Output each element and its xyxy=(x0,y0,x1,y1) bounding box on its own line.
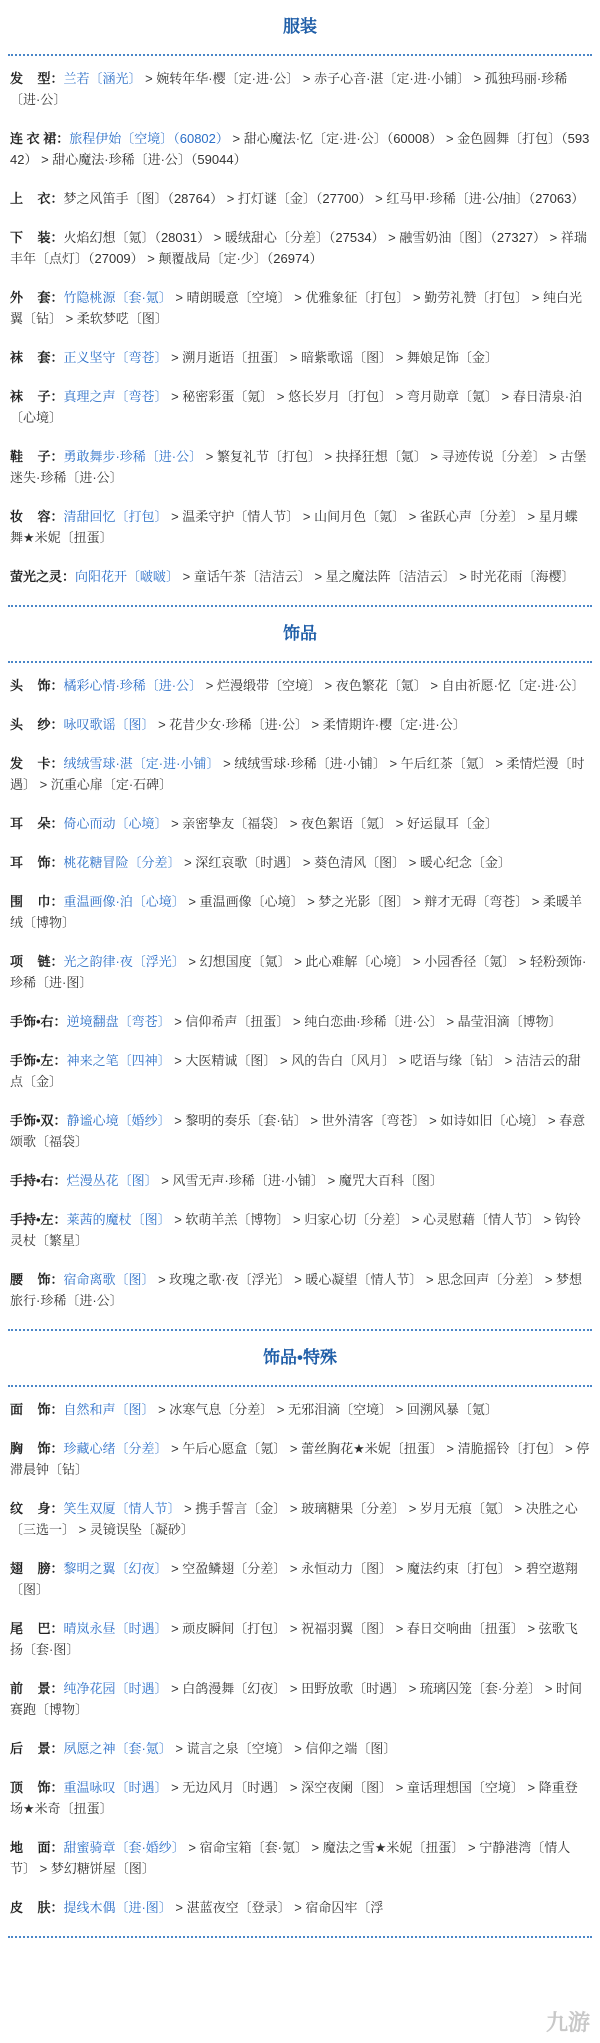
ranking-text: > 烂漫缎带〔空境〕 > 夜色繁花〔氪〕 > 自由祈愿·忆〔定·进·公〕 xyxy=(202,678,585,693)
top-item-link[interactable]: 勇敢舞步·珍稀〔进·公〕 xyxy=(63,449,203,464)
section-title: 饰品 xyxy=(283,624,317,643)
top-item-link[interactable]: 静谧心境〔婚纱〕 xyxy=(66,1113,171,1128)
list-item xyxy=(8,339,592,378)
ranking-text: > 空盈鳞翅〔分差〕 > 永恒动力〔图〕 > 魔法约束〔打包〕 > 碧空遨翔〔图〕 xyxy=(10,1561,578,1597)
list-item xyxy=(8,1730,592,1769)
slot-label: 项 链： xyxy=(10,954,64,969)
slot-label: 上 衣： xyxy=(10,191,64,206)
slot-label: 尾 巴： xyxy=(10,1621,64,1636)
top-item-link[interactable]: 珍藏心绪〔分差〕 xyxy=(63,1441,168,1456)
top-item-link[interactable]: 纯净花园〔时遇〕 xyxy=(63,1681,168,1696)
ranking-text: > 携手誓言〔金〕 > 玻璃糖果〔分差〕 > 岁月无痕〔氪〕 > 决胜之心〔三选一〕 > 灵镜误坠〔凝砂〕 xyxy=(10,1501,578,1537)
ranking-text: > 甜心魔法·忆〔定·进·公〕（60008） > 金色圆舞〔打包〕（59342） > 甜心魔法·珍稀〔进·公〕（59044） xyxy=(10,131,590,167)
list-item xyxy=(8,805,592,844)
slot-label: 围 巾： xyxy=(10,894,64,909)
ranking-text: > 秘密彩蛋〔氪〕 > 悠长岁月〔打包〕 > 弯月勋章〔氪〕 > 春日清泉·泊〔心境〕 xyxy=(10,389,583,425)
slot-label: 耳 朵： xyxy=(10,816,64,831)
list-item xyxy=(8,60,592,120)
ranking-text: 梦之风笛手〔图〕（28764） > 打灯谜〔金〕（27700） > 红马甲·珍稀〔进·公/抽〕（27063） xyxy=(63,191,585,206)
dotted-divider xyxy=(8,1936,592,1938)
ranking-text: > 湛蓝夜空〔登录〕 > 宿命囚牢〔浮 xyxy=(171,1900,384,1915)
ranking-text: > 花昔少女·珍稀〔进·公〕 > 柔情期许·樱〔定·进·公〕 xyxy=(154,717,466,732)
list-item xyxy=(8,219,592,279)
watermark-logo: 九游 xyxy=(545,2010,590,2035)
top-item-link[interactable]: 重温画像·泊〔心境〕 xyxy=(63,894,185,909)
list-item xyxy=(8,883,592,943)
slot-label: 地 面： xyxy=(10,1840,64,1855)
slot-label: 腰 饰： xyxy=(10,1272,64,1287)
ranking-text: > 白鸽漫舞〔幻夜〕 > 田野放歌〔时遇〕 > 琉璃囚笼〔套·分差〕 > 时间赛跑〔博物〕 xyxy=(10,1681,583,1717)
top-item-link[interactable]: 提线木偶〔进·图〕 xyxy=(63,1900,172,1915)
ranking-text: > 冰寒气息〔分差〕 > 无邪泪滴〔空境〕 > 回溯风暴〔氪〕 xyxy=(154,1402,498,1417)
ranking-text: > 大医精诚〔图〕 > 风的告白〔风月〕 > 呓语与缘〔钻〕 > 洁洁云的甜点〔金〕 xyxy=(10,1053,581,1089)
list-item xyxy=(8,943,592,1003)
ranking-text: > 黎明的奏乐〔套·钻〕 > 世外清客〔弯苍〕 > 如诗如旧〔心境〕 > 春意颂歌〔福袋〕 xyxy=(10,1113,586,1149)
list-item xyxy=(8,558,592,597)
slot-label: 手饰•右： xyxy=(10,1014,67,1029)
top-item-link[interactable]: 莱茜的魔杖〔图〕 xyxy=(66,1212,171,1227)
slot-label: 手持•左： xyxy=(10,1212,67,1227)
top-item-link[interactable]: 兰若〔涵光〕 xyxy=(63,71,142,86)
entry-list xyxy=(8,663,592,1329)
slot-label: 面 饰： xyxy=(10,1402,64,1417)
ranking-text: > 温柔守护〔情人节〕 > 山间月色〔氪〕 > 雀跃心声〔分差〕 > 星月蝶舞★米妮〔扭蛋〕 xyxy=(10,509,578,545)
top-item-link[interactable]: 光之韵律·夜〔浮光〕 xyxy=(63,954,185,969)
slot-label: 鞋 子： xyxy=(10,449,64,464)
top-item-link[interactable]: 笑生双厦〔情人节〕 xyxy=(63,1501,181,1516)
top-item-link[interactable]: 晴岚永昼〔时遇〕 xyxy=(63,1621,168,1636)
top-item-link[interactable]: 夙愿之神〔套·氪〕 xyxy=(63,1741,172,1756)
entry-list xyxy=(8,1387,592,1936)
list-item xyxy=(8,745,592,805)
slot-label: 纹 身： xyxy=(10,1501,64,1516)
slot-label: 发 型： xyxy=(10,71,64,86)
list-item xyxy=(8,1490,592,1550)
top-item-link[interactable]: 清甜回忆〔打包〕 xyxy=(63,509,168,524)
list-item xyxy=(8,120,592,180)
top-item-link[interactable]: 黎明之翼〔幻夜〕 xyxy=(63,1561,168,1576)
ranking-text: > 信仰希声〔扭蛋〕 > 纯白恋曲·珍稀〔进·公〕 > 晶莹泪滴〔博物〕 xyxy=(170,1014,562,1029)
top-item-link[interactable]: 重温咏叹〔时遇〕 xyxy=(63,1780,168,1795)
top-item-link[interactable]: 正义坚守〔弯苍〕 xyxy=(63,350,168,365)
ranking-text: > 玫瑰之歌·夜〔浮光〕 > 暖心凝望〔情人节〕 > 思念回声〔分差〕 > 梦想旅行·珍稀〔进·公〕 xyxy=(10,1272,583,1308)
ranking-text: > 绒绒雪球·珍稀〔进·小铺〕 > 午后红茶〔氪〕 > 柔情烂漫〔时遇〕 > 沉重心扉〔定·石碑〕 xyxy=(10,756,585,792)
ranking-text: > 软萌羊羔〔博物〕 > 归家心切〔分差〕 > 心灵慰藉〔情人节〕 > 钩铃灵杖〔繁星〕 xyxy=(10,1212,581,1248)
slot-label: 胸 饰： xyxy=(10,1441,64,1456)
top-item-link[interactable]: 烂漫丛花〔图〕 xyxy=(66,1173,158,1188)
slot-label: 前 景： xyxy=(10,1681,64,1696)
ranking-text: > 溯月逝语〔扭蛋〕 > 暗紫歌谣〔图〕 > 舞娘足饰〔金〕 xyxy=(167,350,498,365)
top-item-link[interactable]: 向阳花开〔啵啵〕 xyxy=(75,569,180,584)
top-item-link[interactable]: 真理之声〔弯苍〕 xyxy=(63,389,168,404)
list-item xyxy=(8,378,592,438)
slot-label: 连 衣 裙： xyxy=(10,131,70,146)
top-item-link[interactable]: 旅程伊始〔空境〕（60802） xyxy=(69,131,229,146)
top-item-link[interactable]: 宿命离歌〔图〕 xyxy=(63,1272,155,1287)
list-item xyxy=(8,1201,592,1261)
list-item xyxy=(8,1162,592,1201)
slot-label: 发 卡： xyxy=(10,756,64,771)
list-item xyxy=(8,1610,592,1670)
list-item xyxy=(8,279,592,339)
slot-label: 头 纱： xyxy=(10,717,64,732)
top-item-link[interactable]: 神来之笔〔四神〕 xyxy=(66,1053,171,1068)
list-item xyxy=(8,706,592,745)
ranking-text: > 午后心愿盒〔氪〕 > 蕾丝胸花★米妮〔扭蛋〕 > 清脆摇铃〔打包〕 > 停滞晨钟〔钻〕 xyxy=(10,1441,590,1477)
ranking-text: > 深红哀歌〔时遇〕 > 葵色清风〔图〕 > 暖心纪念〔金〕 xyxy=(180,855,511,870)
ranking-text: > 晴朗暖意〔空境〕 > 优雅象征〔打包〕 > 勤劳礼赞〔打包〕 > 纯白光翼〔钻〕 > 柔软梦呓〔图〕 xyxy=(10,290,583,326)
list-item xyxy=(8,498,592,558)
list-item xyxy=(8,438,592,498)
list-item xyxy=(8,180,592,219)
slot-label: 袜 子： xyxy=(10,389,64,404)
ranking-text: 火焰幻想〔氪〕（28031） > 暖绒甜心〔分差〕（27534） > 融雪奶油〔图〕（27327） > 祥瑞丰年〔点灯〕（27009） > 颠覆战局〔定·少〕（26974） xyxy=(10,230,587,266)
ranking-text: > 亲密挚友〔福袋〕 > 夜色絮语〔氪〕 > 好运鼠耳〔金〕 xyxy=(167,816,498,831)
list-item xyxy=(8,667,592,706)
list-item xyxy=(8,1042,592,1102)
top-item-link[interactable]: 逆境翻盘〔弯苍〕 xyxy=(66,1014,171,1029)
ranking-text: > 宿命宝箱〔套·氪〕 > 魔法之雪★米妮〔扭蛋〕 > 宁静港湾〔情人节〕 > 梦幻糖饼屋〔图〕 xyxy=(10,1840,571,1876)
top-item-link[interactable]: 绒绒雪球·湛〔定·进·小铺〕 xyxy=(63,756,220,771)
slot-label: 手饰•双： xyxy=(10,1113,67,1128)
ranking-text: > 繁复礼节〔打包〕 > 抉择狂想〔氪〕 > 寻迹传说〔分差〕 > 古堡迷失·珍稀〔进·公〕 xyxy=(10,449,587,485)
list-item xyxy=(8,1829,592,1889)
list-item xyxy=(8,1261,592,1321)
ranking-text: > 无边风月〔时遇〕 > 深空夜阑〔图〕 > 童话理想国〔空境〕 > 降重登场★米奇〔扭蛋〕 xyxy=(10,1780,578,1816)
list-item xyxy=(8,844,592,883)
ranking-text: > 婉转年华·樱〔定·进·公〕 > 赤子心音·湛〔定·进·小铺〕 > 孤独玛丽·珍稀〔进·公〕 xyxy=(10,71,568,107)
list-item xyxy=(8,1769,592,1829)
top-item-link[interactable]: 竹隐桃源〔套·氪〕 xyxy=(63,290,172,305)
slot-label: 后 景： xyxy=(10,1741,64,1756)
slot-label: 萤光之灵： xyxy=(10,569,76,584)
top-item-link[interactable]: 咏叹歌谣〔图〕 xyxy=(63,717,155,732)
top-item-link[interactable]: 橘彩心情·珍稀〔进·公〕 xyxy=(63,678,203,693)
slot-label: 头 饰： xyxy=(10,678,64,693)
slot-label: 手持•右： xyxy=(10,1173,67,1188)
list-item xyxy=(8,1003,592,1042)
list-item xyxy=(8,1670,592,1730)
ranking-text: > 幻想国度〔氪〕 > 此心难解〔心境〕 > 小园香径〔氪〕 > 轻粉颈饰·珍稀〔进·图〕 xyxy=(10,954,587,990)
entry-list xyxy=(8,56,592,605)
top-item-link[interactable]: 桃花糖冒险〔分差〕 xyxy=(63,855,181,870)
ranking-text: > 童话午茶〔洁洁云〕 > 星之魔法阵〔洁洁云〕 > 时光花雨〔海樱〕 xyxy=(179,569,575,584)
list-item xyxy=(8,1102,592,1162)
slot-label: 下 装： xyxy=(10,230,64,245)
slot-label: 顶 饰： xyxy=(10,1780,64,1795)
slot-label: 翅 膀： xyxy=(10,1561,64,1576)
ranking-text: > 顽皮瞬间〔打包〕 > 祝福羽翼〔图〕 > 春日交响曲〔扭蛋〕 > 弦歌飞扬〔套·图〕 xyxy=(10,1621,578,1657)
slot-label: 手饰•左： xyxy=(10,1053,67,1068)
top-item-link[interactable]: 倚心而动〔心境〕 xyxy=(63,816,168,831)
slot-label: 袜 套： xyxy=(10,350,64,365)
list-item xyxy=(8,1889,592,1928)
ranking-text: > 谎言之泉〔空境〕 > 信仰之端〔图〕 xyxy=(171,1741,397,1756)
list-item xyxy=(8,1550,592,1610)
slot-label: 耳 饰： xyxy=(10,855,64,870)
slot-label: 皮 肤： xyxy=(10,1900,64,1915)
ranking-text: > 风雪无声·珍稀〔进·小铺〕 > 魔咒大百科〔图〕 xyxy=(157,1173,443,1188)
slot-label: 外 套： xyxy=(10,290,64,305)
top-item-link[interactable]: 自然和声〔图〕 xyxy=(63,1402,155,1417)
section-title: 饰品•特殊 xyxy=(263,1348,337,1367)
list-item xyxy=(8,1391,592,1430)
list-item xyxy=(8,1430,592,1490)
top-item-link[interactable]: 甜蜜骑章〔套·婚纱〕 xyxy=(63,1840,185,1855)
slot-label: 妆 容： xyxy=(10,509,64,524)
ranking-text: > 重温画像〔心境〕 > 梦之光影〔图〕 > 辩才无碍〔弯苍〕 > 柔暖羊绒〔博物〕 xyxy=(10,894,583,930)
section-title: 服装 xyxy=(283,17,317,36)
